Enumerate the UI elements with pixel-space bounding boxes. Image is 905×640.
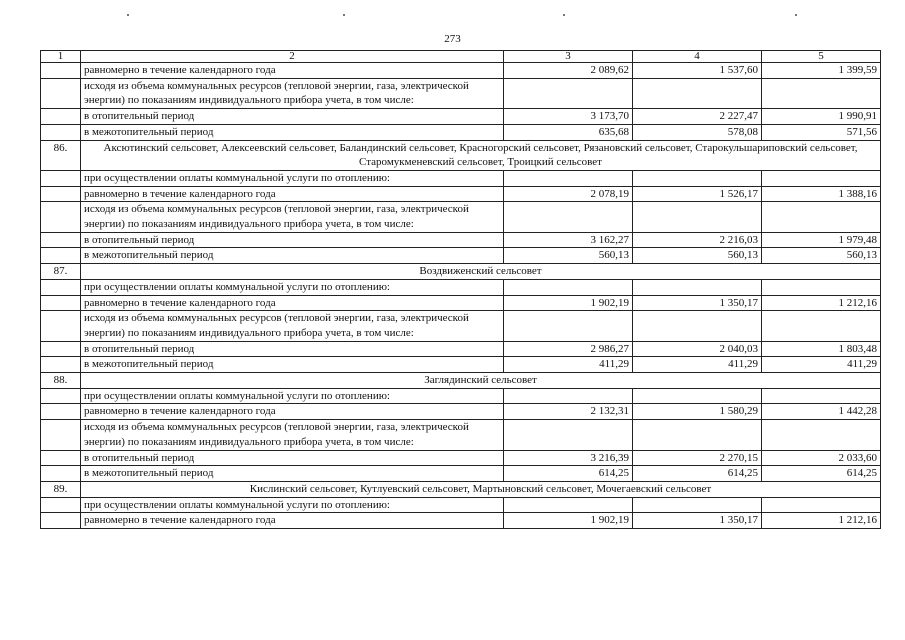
value-col-4: 2 227,47 — [633, 109, 762, 125]
data-row — [41, 357, 881, 373]
value-col-5 — [762, 388, 881, 404]
description-row — [41, 420, 881, 450]
row-label: в межотопительный период — [81, 357, 504, 373]
group-title: Кислинский сельсовет, Кутлуевский сельсовет, Мартыновский сельсовет, Мочегаевский сельсовет — [81, 481, 881, 497]
value-col-3: 411,29 — [504, 357, 633, 373]
value-col-5: 411,29 — [762, 357, 881, 373]
value-col-5: 1 442,28 — [762, 404, 881, 420]
row-label: в отопительный период — [81, 232, 504, 248]
data-row — [41, 513, 881, 529]
description-row — [41, 279, 881, 295]
row-label: в межотопительный период — [81, 466, 504, 482]
value-col-4 — [633, 388, 762, 404]
group-header-row — [41, 264, 881, 280]
value-col-4: 1 350,17 — [633, 295, 762, 311]
description-row — [41, 311, 881, 341]
value-col-3: 3 162,27 — [504, 232, 633, 248]
group-title: Воздвиженский сельсовет — [81, 264, 881, 280]
header-row — [41, 51, 881, 63]
group-header-row — [41, 481, 881, 497]
value-col-3: 3 216,39 — [504, 450, 633, 466]
row-number — [41, 186, 81, 202]
value-col-5 — [762, 311, 881, 341]
value-col-5 — [762, 497, 881, 513]
description-row — [41, 78, 881, 108]
header-cell: 5 — [762, 51, 881, 63]
value-col-3 — [504, 78, 633, 108]
row-number — [41, 513, 81, 529]
value-col-5 — [762, 279, 881, 295]
row-number — [41, 109, 81, 125]
row-number: 86. — [41, 140, 81, 170]
row-number — [41, 357, 81, 373]
data-row — [41, 63, 881, 79]
row-number — [41, 497, 81, 513]
value-col-5: 1 388,16 — [762, 186, 881, 202]
row-label: исходя из объема коммунальных ресурсов (тепловой энергии, газа, электрической энергии) по показаниям индивидуального прибора учета, в том числе: — [81, 78, 504, 108]
value-col-4: 2 270,15 — [633, 450, 762, 466]
value-col-5: 2 033,60 — [762, 450, 881, 466]
value-col-4: 560,13 — [633, 248, 762, 264]
row-label: при осуществлении оплаты коммунальной услуги по отоплению: — [81, 279, 504, 295]
row-number — [41, 404, 81, 420]
value-col-5 — [762, 78, 881, 108]
value-col-3: 560,13 — [504, 248, 633, 264]
description-row — [41, 202, 881, 232]
value-col-5 — [762, 202, 881, 232]
group-header-row — [41, 373, 881, 389]
row-label: в межотопительный период — [81, 124, 504, 140]
row-label: при осуществлении оплаты коммунальной услуги по отоплению: — [81, 388, 504, 404]
value-col-3: 614,25 — [504, 466, 633, 482]
data-row — [41, 450, 881, 466]
row-label: в отопительный период — [81, 341, 504, 357]
row-label: исходя из объема коммунальных ресурсов (тепловой энергии, газа, электрической энергии) по показаниям индивидуального прибора учета, в том числе: — [81, 420, 504, 450]
row-number — [41, 63, 81, 79]
row-number — [41, 202, 81, 232]
data-row — [41, 124, 881, 140]
value-col-3: 2 132,31 — [504, 404, 633, 420]
row-number — [41, 295, 81, 311]
value-col-3 — [504, 388, 633, 404]
header-cell: 2 — [81, 51, 504, 63]
tariff-table — [40, 50, 881, 529]
value-col-5 — [762, 170, 881, 186]
row-number — [41, 341, 81, 357]
scan-speck — [127, 14, 129, 16]
value-col-5: 1 212,16 — [762, 513, 881, 529]
scan-speck — [795, 14, 797, 16]
row-label: исходя из объема коммунальных ресурсов (тепловой энергии, газа, электрической энергии) по показаниям индивидуального прибора учета, в том числе: — [81, 202, 504, 232]
row-label: при осуществлении оплаты коммунальной услуги по отоплению: — [81, 170, 504, 186]
data-row — [41, 248, 881, 264]
value-col-3 — [504, 170, 633, 186]
row-label: равномерно в течение календарного года — [81, 404, 504, 420]
data-row — [41, 186, 881, 202]
row-number: 89. — [41, 481, 81, 497]
value-col-3: 2 089,62 — [504, 63, 633, 79]
row-number — [41, 420, 81, 450]
value-col-3: 635,68 — [504, 124, 633, 140]
value-col-3 — [504, 279, 633, 295]
group-title: Заглядинский сельсовет — [81, 373, 881, 389]
data-row — [41, 466, 881, 482]
row-label: в отопительный период — [81, 109, 504, 125]
data-row — [41, 404, 881, 420]
row-label: в межотопительный период — [81, 248, 504, 264]
row-number — [41, 279, 81, 295]
row-label: в отопительный период — [81, 450, 504, 466]
row-label: равномерно в течение календарного года — [81, 513, 504, 529]
scan-speck — [343, 14, 345, 16]
row-number — [41, 248, 81, 264]
data-row — [41, 295, 881, 311]
value-col-4 — [633, 420, 762, 450]
row-number — [41, 311, 81, 341]
value-col-4: 1 350,17 — [633, 513, 762, 529]
header-cell: 1 — [41, 51, 81, 63]
value-col-4: 411,29 — [633, 357, 762, 373]
row-label: при осуществлении оплаты коммунальной услуги по отоплению: — [81, 497, 504, 513]
header-cell: 4 — [633, 51, 762, 63]
value-col-5: 1 979,48 — [762, 232, 881, 248]
page-number: 273 — [444, 33, 461, 45]
value-col-4 — [633, 170, 762, 186]
group-title: Аксютинский сельсовет, Алексеевский сельсовет, Баландинский сельсовет, Красногорский сельсовет, Рязановский сельсовет, Старокульшариповский сельсовет, Старомукменевский сельсовет, Троицкий сельсовет — [81, 140, 881, 170]
data-row — [41, 109, 881, 125]
value-col-3: 3 173,70 — [504, 109, 633, 125]
group-header-row — [41, 140, 881, 170]
value-col-4 — [633, 78, 762, 108]
value-col-4 — [633, 497, 762, 513]
value-col-3: 2 986,27 — [504, 341, 633, 357]
row-label: исходя из объема коммунальных ресурсов (тепловой энергии, газа, электрической энергии) по показаниям индивидуального прибора учета, в том числе: — [81, 311, 504, 341]
value-col-3 — [504, 497, 633, 513]
value-col-5: 1 803,48 — [762, 341, 881, 357]
description-row — [41, 497, 881, 513]
description-row — [41, 388, 881, 404]
value-col-5: 571,56 — [762, 124, 881, 140]
value-col-4: 2 040,03 — [633, 341, 762, 357]
header-cell: 3 — [504, 51, 633, 63]
row-number — [41, 124, 81, 140]
value-col-4: 1 526,17 — [633, 186, 762, 202]
value-col-3: 1 902,19 — [504, 295, 633, 311]
row-label: равномерно в течение календарного года — [81, 295, 504, 311]
row-number — [41, 232, 81, 248]
row-number — [41, 466, 81, 482]
row-number: 88. — [41, 373, 81, 389]
row-number — [41, 450, 81, 466]
value-col-4: 2 216,03 — [633, 232, 762, 248]
row-number: 87. — [41, 264, 81, 280]
row-number — [41, 170, 81, 186]
value-col-3 — [504, 202, 633, 232]
value-col-4 — [633, 311, 762, 341]
value-col-4: 614,25 — [633, 466, 762, 482]
value-col-3 — [504, 420, 633, 450]
value-col-5: 1 212,16 — [762, 295, 881, 311]
value-col-4: 578,08 — [633, 124, 762, 140]
row-number — [41, 78, 81, 108]
value-col-3 — [504, 311, 633, 341]
row-label: равномерно в течение календарного года — [81, 186, 504, 202]
value-col-3: 2 078,19 — [504, 186, 633, 202]
value-col-4 — [633, 279, 762, 295]
value-col-5 — [762, 420, 881, 450]
value-col-5: 1 990,91 — [762, 109, 881, 125]
data-row — [41, 232, 881, 248]
value-col-4: 1 580,29 — [633, 404, 762, 420]
description-row — [41, 170, 881, 186]
value-col-5: 614,25 — [762, 466, 881, 482]
tariff-table-body — [41, 51, 881, 529]
row-label: равномерно в течение календарного года — [81, 63, 504, 79]
data-row — [41, 341, 881, 357]
value-col-4: 1 537,60 — [633, 63, 762, 79]
value-col-5: 1 399,59 — [762, 63, 881, 79]
value-col-5: 560,13 — [762, 248, 881, 264]
row-number — [41, 388, 81, 404]
value-col-4 — [633, 202, 762, 232]
value-col-3: 1 902,19 — [504, 513, 633, 529]
scan-speck — [563, 14, 565, 16]
